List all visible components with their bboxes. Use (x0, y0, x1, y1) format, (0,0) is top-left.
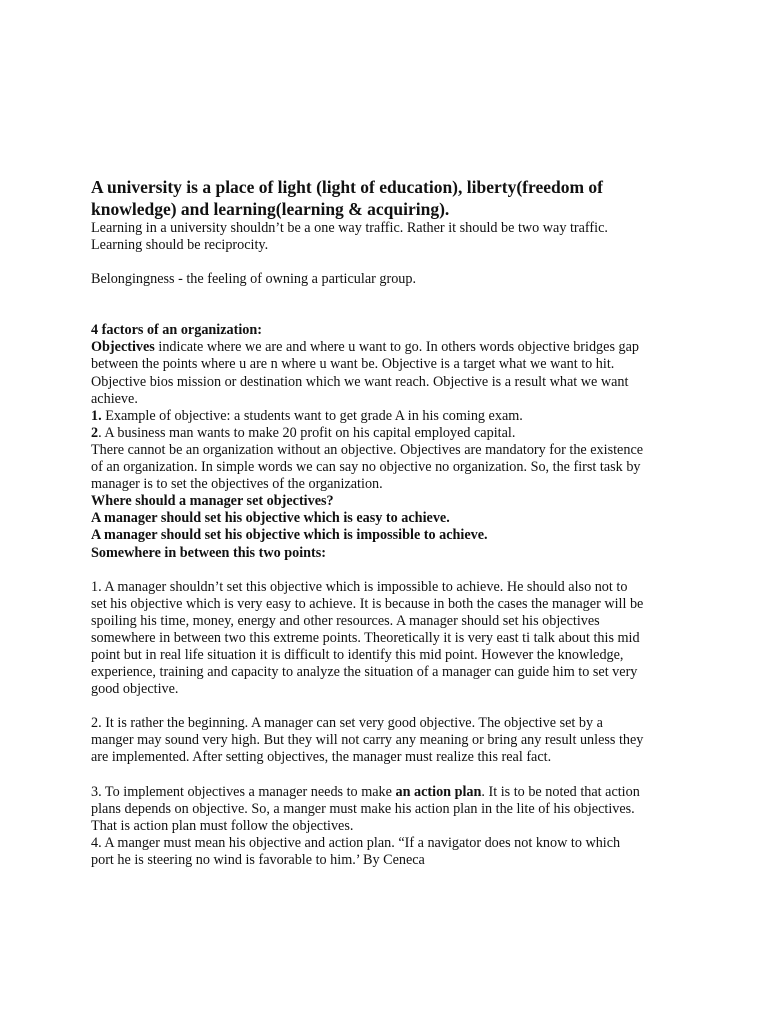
factors-title: 4 factors of an organization: (91, 322, 263, 339)
point-3-line-1-post: . It is to be noted that action (481, 783, 640, 800)
intro-line-1: Learning in a university shouldn’t be a one way traffic. Rather it should be two way traffic. (91, 220, 608, 236)
question-line: Where should a manager set objectives? (91, 493, 334, 510)
spacer (91, 288, 691, 322)
point-1-line: good objective. (91, 681, 179, 698)
example-2-text: . A business man wants to make 20 profit on his capital employed capital. (98, 424, 516, 441)
in-between-line: Somewhere in between this two points: (91, 544, 327, 561)
document-page (91, 176, 691, 869)
factors-line-5: There cannot be an organization without an objective. Objectives are mandatory for the existence (91, 441, 644, 458)
point-4-paragraph (91, 835, 691, 869)
factors-section (91, 322, 691, 561)
point-4-line: 4. A manger must mean his objective and action plan. “If a navigator does not know to which (91, 834, 621, 851)
objectives-term: Objectives (91, 339, 155, 356)
spacer (91, 698, 691, 715)
factors-line-2: between the points where u are n where u want be. Objective is a target what we want to hit. (91, 356, 615, 373)
impossible-objective-line: A manager should set his objective which is impossible to achieve. (91, 527, 488, 544)
point-2-paragraph (91, 715, 691, 766)
point-3-line-3: That is action plan must follow the objectives. (91, 817, 354, 834)
example-1-number: 1. (91, 407, 102, 424)
document-heading (91, 176, 691, 220)
heading-line-1: A university is a place of light (light of education), liberty(freedom of (91, 177, 603, 197)
example-2-number: 2 (91, 424, 99, 441)
factors-line-1: indicate where we are and where u want to go. In others words objective bridges gap (154, 339, 640, 356)
point-1-line: 1. A manager shouldn’t set this objective which is impossible to achieve. He should also not to (91, 578, 628, 595)
point-3-paragraph (91, 784, 691, 835)
action-plan-term: an action plan (395, 783, 482, 800)
easy-objective-line: A manager should set his objective which is easy to achieve. (91, 510, 450, 527)
intro-paragraph (91, 220, 691, 254)
point-2-line: are implemented. After setting objectives, the manager must realize this real fact. (91, 749, 552, 766)
point-1-line: experience, training and capacity to analyze the situation of a manager can guide him to set very (91, 664, 638, 681)
point-3-line-2: plans depends on objective. So, a manger must make his action plan in the lite of his objectives. (91, 800, 635, 817)
point-1-line: somewhere in between two this extreme points. Theoretically it is very east ti talk about this mid (91, 629, 640, 646)
point-1-line: set his objective which is very easy to achieve. It is because in both the cases the manager will be (91, 595, 644, 612)
spacer (91, 767, 691, 784)
example-1-text: Example of objective: a students want to get grade A in his coming exam. (101, 407, 523, 424)
point-4-line: port he is steering no wind is favorable to him.’ By Ceneca (91, 851, 425, 868)
heading-line-2: knowledge) and learning(learning & acquiring). (91, 199, 450, 219)
point-1-paragraph (91, 579, 691, 699)
intro-line-2: Learning should be reciprocity. (91, 237, 269, 254)
factors-line-3: Objective bios mission or destination which we want reach. Objective is a result what we want (91, 373, 629, 390)
point-1-line: point but in real life situation it is difficult to identify this mid point. However the knowledge, (91, 646, 624, 663)
spacer (91, 562, 691, 579)
point-3-line-1-pre: 3. To implement objectives a manager needs to make (91, 783, 396, 800)
spacer (91, 254, 691, 271)
point-2-line: manger may sound very high. But they will not carry any meaning or bring any result unless they (91, 732, 644, 749)
belongingness-paragraph: Belongingness - the feeling of owning a particular group. (91, 271, 417, 288)
point-2-line: 2. It is rather the beginning. A manager can set very good objective. The objective set by a (91, 715, 603, 732)
factors-line-7: manager is to set the objectives of the organization. (91, 476, 383, 493)
factors-line-4: achieve. (91, 390, 138, 407)
point-1-line: spoiling his time, money, energy and other resources. A manager should set his objectives (91, 612, 600, 629)
factors-line-6: of an organization. In simple words we can say no objective no organization. So, the first task by (91, 459, 641, 476)
